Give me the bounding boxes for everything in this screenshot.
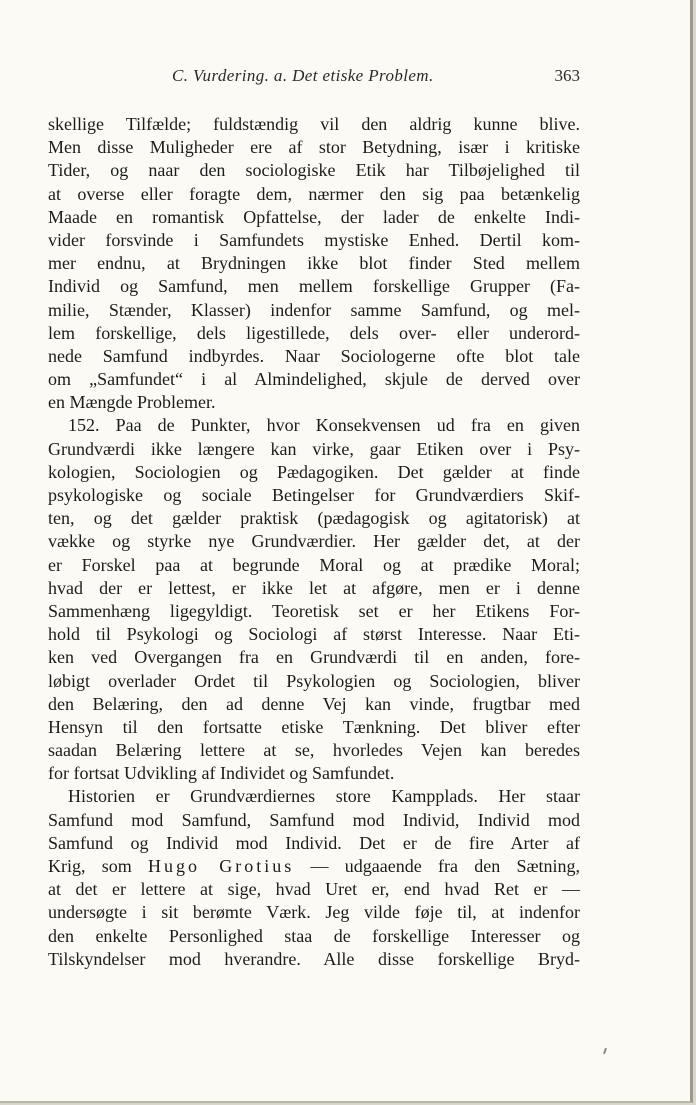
text-fragment: — udgaaende fra den Sætning, (294, 856, 581, 876)
text-line: milie, Stænder, Klasser) indenfor samme Samfund, og mel- (48, 299, 580, 320)
text-line: Hensyn til den fortsatte etiske Tænkning. Det bliver efter (48, 716, 580, 737)
text-line: er Forskel paa at begrunde Moral og at prædike Moral; (48, 554, 580, 575)
text-line: den enkelte Personlighed staa de forskellige Interesser og (48, 925, 580, 946)
text-line: saadan Belæring lettere at se, hvorledes Vejen kan beredes (48, 740, 580, 761)
text-line: skellige Tilfælde; fuldstændig vil den aldrig kunne blive. (48, 114, 580, 134)
text-line: kologien, Sociologien og Pædagogiken. Det gælder at finde (48, 461, 580, 482)
author-name-spaced: Hugo Grotius (148, 856, 295, 876)
text-line: vække og styrke nye Grundværdier. Her gælder det, at der (48, 531, 580, 552)
page-header (48, 66, 580, 88)
body-text (48, 113, 580, 971)
text-line: Tider, og naar den sociologiske Etik har Tilbøjelighed til (48, 160, 580, 181)
text-line: hvad der er lettest, er ikke let at afgøre, men er i denne (48, 577, 580, 598)
text-line: Grundværdi ikke længere kan virke, gaar Etiken over i Psy- (48, 438, 580, 459)
text-line: psykologiske og sociale Betingelser for Grundværdiers Skif- (48, 485, 580, 505)
text-line: en Mængde Problemer. (48, 392, 216, 413)
text-line: ten, og det gælder praktisk (pædagogisk og agitatorisk) at (48, 508, 580, 529)
text-line: Historien er Grundværdiernes store Kampplads. Her staar (68, 786, 580, 807)
text-line: ken ved Overgangen fra en Grundværdi til en anden, fore- (48, 647, 580, 668)
text-fragment: Krig, som (48, 856, 149, 876)
text-line: for fortsat Udvikling af Individet og Samfundet. (48, 763, 395, 784)
text-line: Men disse Muligheder ere af stor Betydning, især i kritiske (48, 137, 580, 158)
text-line: at overse eller foragte dem, nærmer den sig paa betænkelig (48, 183, 580, 204)
text-line: hold til Psykologi og Sociologi af størst Interesse. Naar Eti- (48, 624, 580, 645)
text-line: mer endnu, at Brydningen ikke blot finder Sted mellem (48, 253, 580, 274)
page-number: 363 (554, 66, 580, 85)
running-title: C. Vurdering. a. Det etiske Problem. (172, 66, 434, 85)
text-line: om „Samfundet“ i al Almindelighed, skjule de derved over (48, 369, 580, 390)
text-line: Maade en romantisk Opfattelse, der lader de enkelte Indi- (48, 206, 580, 227)
paper-speck (603, 1048, 607, 1054)
text-line: den Belæring, den ad denne Vej kan vinde, frugtbar med (48, 693, 580, 714)
text-line: at det er lettere at sige, hvad Uret er, end hvad Ret er — (48, 879, 580, 900)
text-line: Sammenhæng ligegyldigt. Teoretisk set er her Etikens For- (48, 600, 580, 621)
text-line: Samfund og Individ mod Individ. Det er de fire Arter af (48, 832, 580, 853)
text-line: Samfund mod Samfund, Samfund mod Individ, Individ mod (48, 809, 580, 830)
text-line: løbigt overlader Ordet til Psykologien og Sociologien, bliver (48, 670, 580, 691)
text-line: undersøgte i sit berømte Værk. Jeg vilde føje til, at indenfor (48, 902, 580, 923)
text-line: lem forskellige, dels ligestillede, dels over- eller underord- (48, 322, 580, 343)
text-line: Individ og Samfund, men mellem forskellige Grupper (Fa- (48, 276, 580, 297)
text-line: 152. Paa de Punkter, hvor Konsekvensen ud fra en given (68, 415, 580, 436)
text-line: Tilskyndelser mod hverandre. Alle disse forskellige Bryd- (48, 948, 580, 969)
text-line: nede Samfund indbyrdes. Naar Sociologerne ofte blot tale (48, 345, 580, 366)
text-line (48, 855, 580, 878)
text-line: vider forsvinde i Samfundets mystiske Enhed. Dertil kom- (48, 229, 580, 250)
